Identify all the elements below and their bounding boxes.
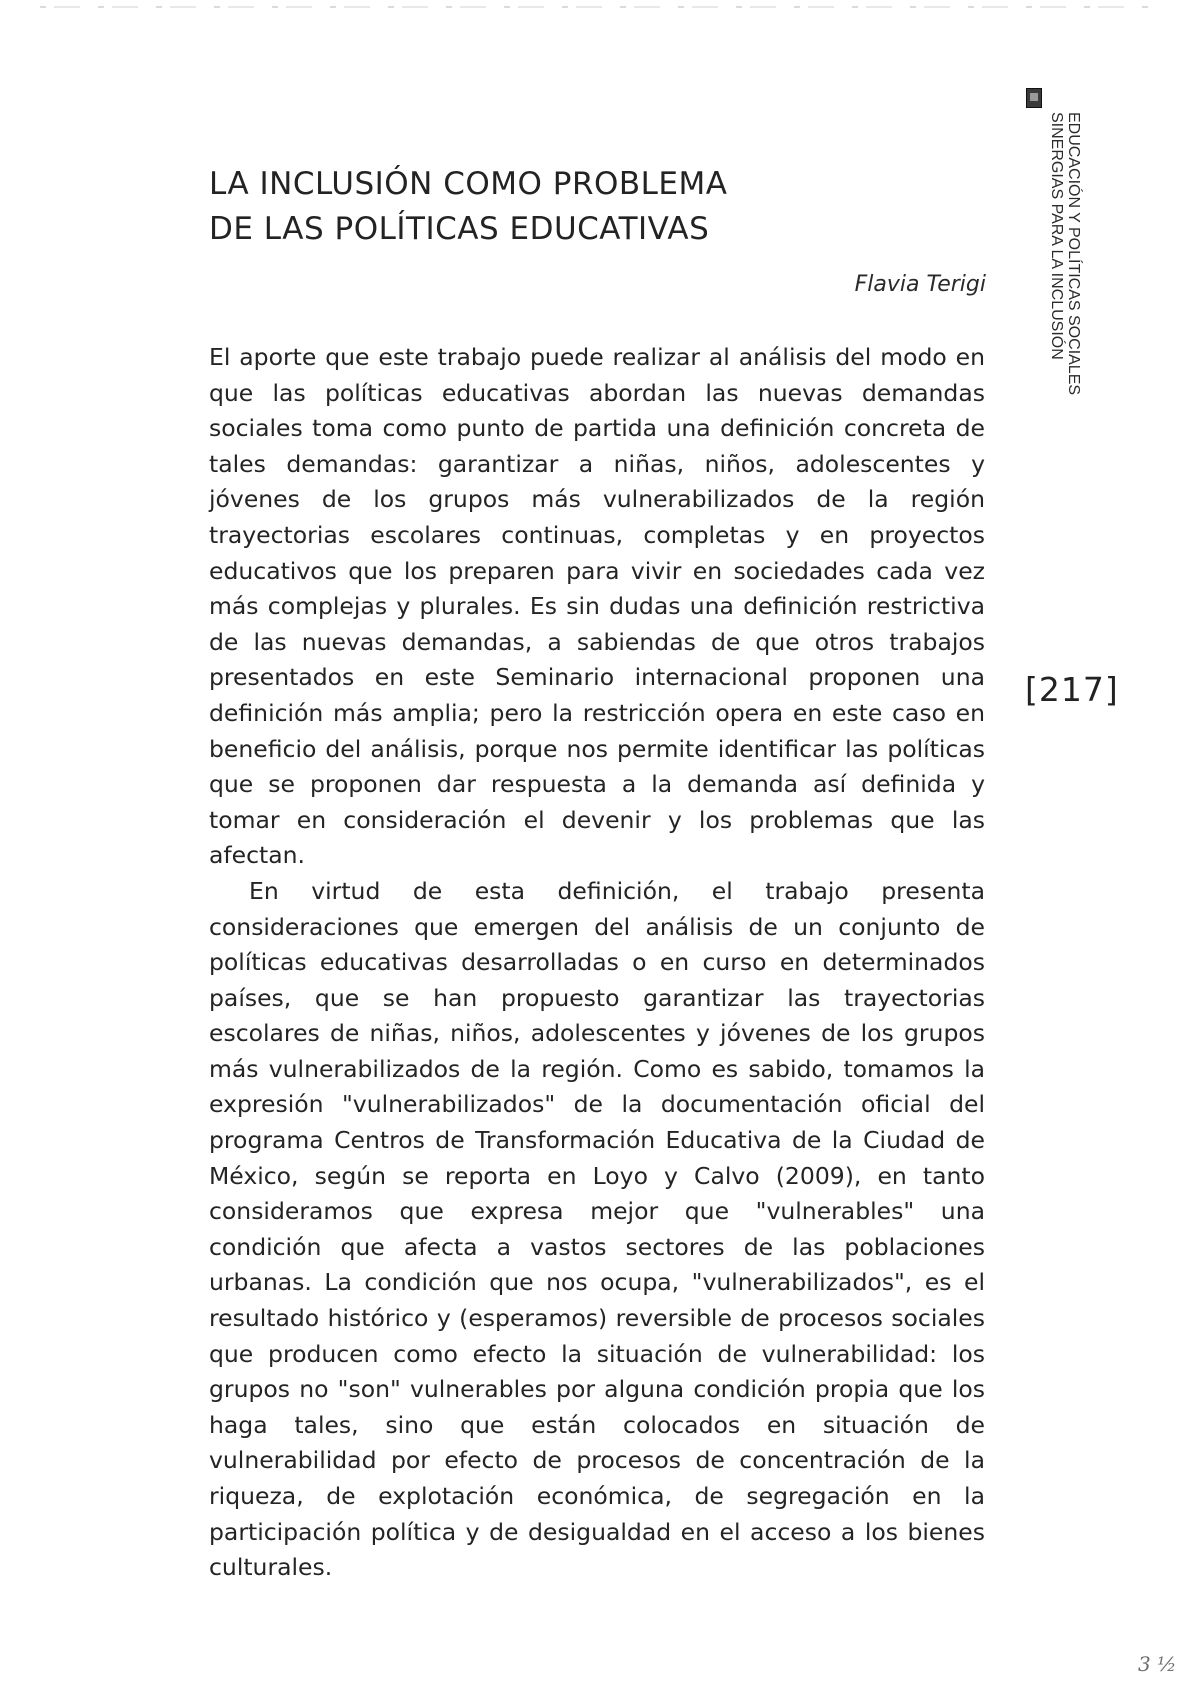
- running-header-line-1: EDUCACIÓN Y POLÍTICAS SOCIALES: [1065, 112, 1082, 396]
- chapter-title-line-2: DE LAS POLÍTICAS EDUCATIVAS: [209, 211, 710, 247]
- running-header: [1024, 88, 1082, 448]
- paragraph-2: En virtud de esta definición, el trabajo presenta consideraciones que emergen del análisis de un conjunto de políticas educativas desarrolladas o en curso en determinados países, que se han propuesto garantizar las trayectorias escolares de niñas, niños, adolescentes y jóvenes de los grupos más vulnerabilizados de la región. Como es sabido, tomamos la expresión "vulnerabilizados" de la documentación oficial del programa Centros de Transformación Educativa de la Ciudad de México, según se reporta en Loyo y Calvo (2009), en tanto consideramos que expresa mejor que "vulnerables" una condición que afecta a vastos sectores de las poblaciones urbanas. La condición que nos ocupa, "vulnerabilizados", es el resultado histórico y (esperamos) reversible de procesos sociales que producen como efecto la situación de vulnerabilidad: los grupos no "son" vulnerables por alguna condición propia que los haga tales, sino que están colocados en situación de vulnerabilidad por efecto de procesos de concentración de la riqueza, de explotación económica, de segregación en la participación política y de desigualdad en el acceso a los bienes culturales.: [209, 876, 985, 1582]
- author-name: Flavia Terigi: [854, 272, 986, 297]
- body-text: [209, 340, 985, 1586]
- scan-edge-artifact: [40, 6, 1150, 8]
- chapter-title-line-1: LA INCLUSIÓN COMO PROBLEMA: [209, 166, 728, 202]
- chapter-title: [209, 162, 849, 252]
- page-number: [217]: [1025, 670, 1119, 709]
- running-header-line-2: SINERGIAS PARA LA INCLUSIÓN: [1048, 112, 1065, 360]
- handwritten-note: 3 ½: [1138, 1652, 1177, 1676]
- paragraph-1: El aporte que este trabajo puede realizar al análisis del modo en que las políticas educativas abordan las nuevas demandas sociales toma como punto de partida una definición concreta de tales demandas: garantizar a niñas, niños, adolescentes y jóvenes de los grupos más vulnerabilizados de la región trayectorias escolares continuas, completas y en proyectos educativos que los preparen para vivir en sociedades cada vez más complejas y plurales. Es sin dudas una definición restrictiva de las nuevas demandas, a sabiendas de que otros trabajos presentados en este Seminario internacional proponen una definición más amplia; pero la restricción opera en este caso en beneficio del análisis, porque nos permite identificar las políticas que se proponen dar respuesta a la demanda así definida y tomar en consideración el devenir y los problemas que las afectan.: [209, 343, 985, 870]
